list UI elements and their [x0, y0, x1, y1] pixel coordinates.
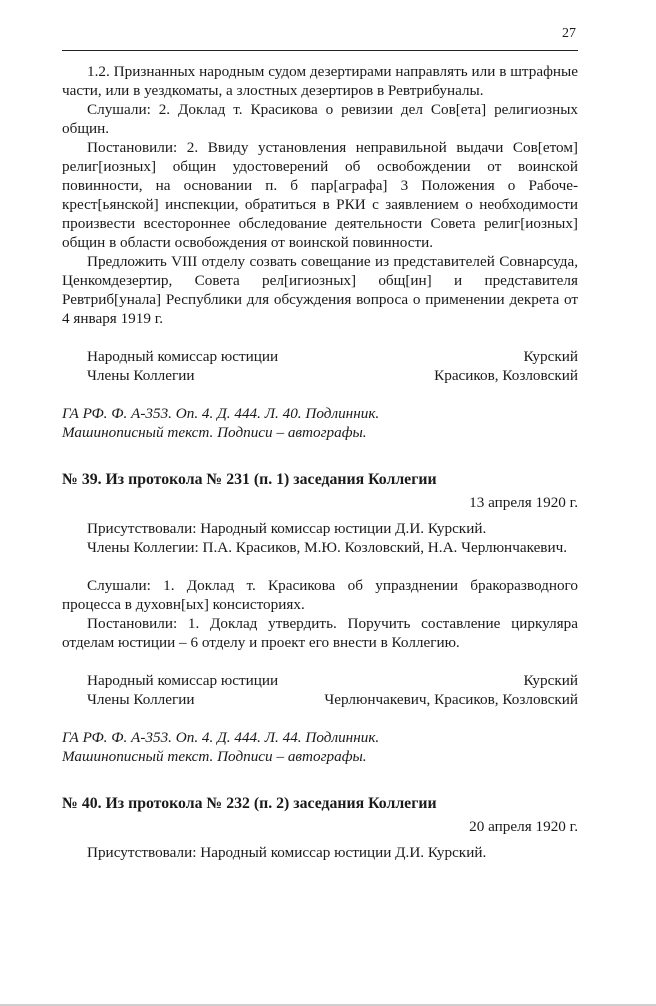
paragraph: Постановили: 2. Ввиду установления неправильной выдачи Сов[етом] религ[иозных] общин удостоверений об освобождении от воинской повинности, на основании п. б пар[аграфа] 3 Положения о Рабоче-крест[ьянской] инспекции, обратиться в РКИ с заявлением о необходимости произвести всестороннее обследование деятельности Совета религ[иозных] общин в области освобождения от воинской повинности.	[62, 139, 578, 251]
signature-role: Члены Коллегии	[87, 691, 195, 708]
signature-row	[62, 347, 578, 366]
attendees-line: Присутствовали: Народный комиссар юстиции Д.И. Курский.	[87, 520, 487, 537]
signature-names: Курский	[523, 672, 578, 689]
signature-names: Красиков, Козловский	[434, 367, 578, 384]
document-date: 13 апреля 1920 г.	[469, 494, 578, 511]
signature-row	[62, 690, 578, 709]
signature-names: Черлюнчакевич, Красиков, Козловский	[324, 691, 578, 708]
archive-reference: ГА РФ. Ф. А-353. Оп. 4. Д. 444. Л. 40. Подлинник.	[62, 405, 380, 422]
document-date: 20 апреля 1920 г.	[469, 818, 578, 835]
archive-description: Машинописный текст. Подписи – автографы.	[62, 748, 367, 765]
members-line: Члены Коллегии: П.А. Красиков, М.Ю. Козловский, Н.А. Черлюнчакевич.	[87, 539, 568, 556]
heard-paragraph: Слушали: 1. Доклад т. Красикова об упразднении бракоразводного процесса в духовн[ых] консисториях.	[62, 577, 578, 613]
header-rule	[62, 50, 578, 51]
signature-role: Члены Коллегии	[87, 367, 195, 384]
signature-role: Народный комиссар юстиции	[87, 672, 279, 689]
page-number: 27	[562, 26, 576, 41]
document-title: № 39. Из протокола № 231 (п. 1) заседания Коллегии	[62, 471, 437, 488]
resolved-paragraph: Постановили: 1. Доклад утвердить. Поручить составление циркуляра отделам юстиции – 6 отделу и проект его внести в Коллегию.	[62, 615, 578, 651]
attendees-line: Присутствовали: Народный комиссар юстиции Д.И. Курский.	[87, 844, 487, 861]
paragraph: Предложить VIII отделу созвать совещание из представителей Совнарсуда, Ценкомдезертир, Совета рел[игиозных] общ[ин] и представителя Ревтриб[унала] Республики для обсуждения вопроса о применении декрета от 4 января 1919 г.	[62, 253, 578, 327]
signature-row	[62, 671, 578, 690]
archive-description: Машинописный текст. Подписи – автографы.	[62, 424, 367, 441]
archive-reference: ГА РФ. Ф. А-353. Оп. 4. Д. 444. Л. 44. Подлинник.	[62, 729, 380, 746]
paragraph: Слушали: 2. Доклад т. Красикова о ревизии дел Сов[ета] религиозных общин.	[62, 101, 578, 137]
page-body	[62, 62, 578, 862]
signature-role: Народный комиссар юстиции	[87, 348, 279, 365]
signature-row	[62, 366, 578, 385]
document-title: № 40. Из протокола № 232 (п. 2) заседания Коллегии	[62, 795, 437, 812]
paragraph: 1.2. Признанных народным судом дезертирами направлять или в штрафные части, или в уездкоматы, а злостных дезертиров в Ревтрибуналы.	[62, 63, 578, 99]
signature-names: Курский	[523, 348, 578, 365]
